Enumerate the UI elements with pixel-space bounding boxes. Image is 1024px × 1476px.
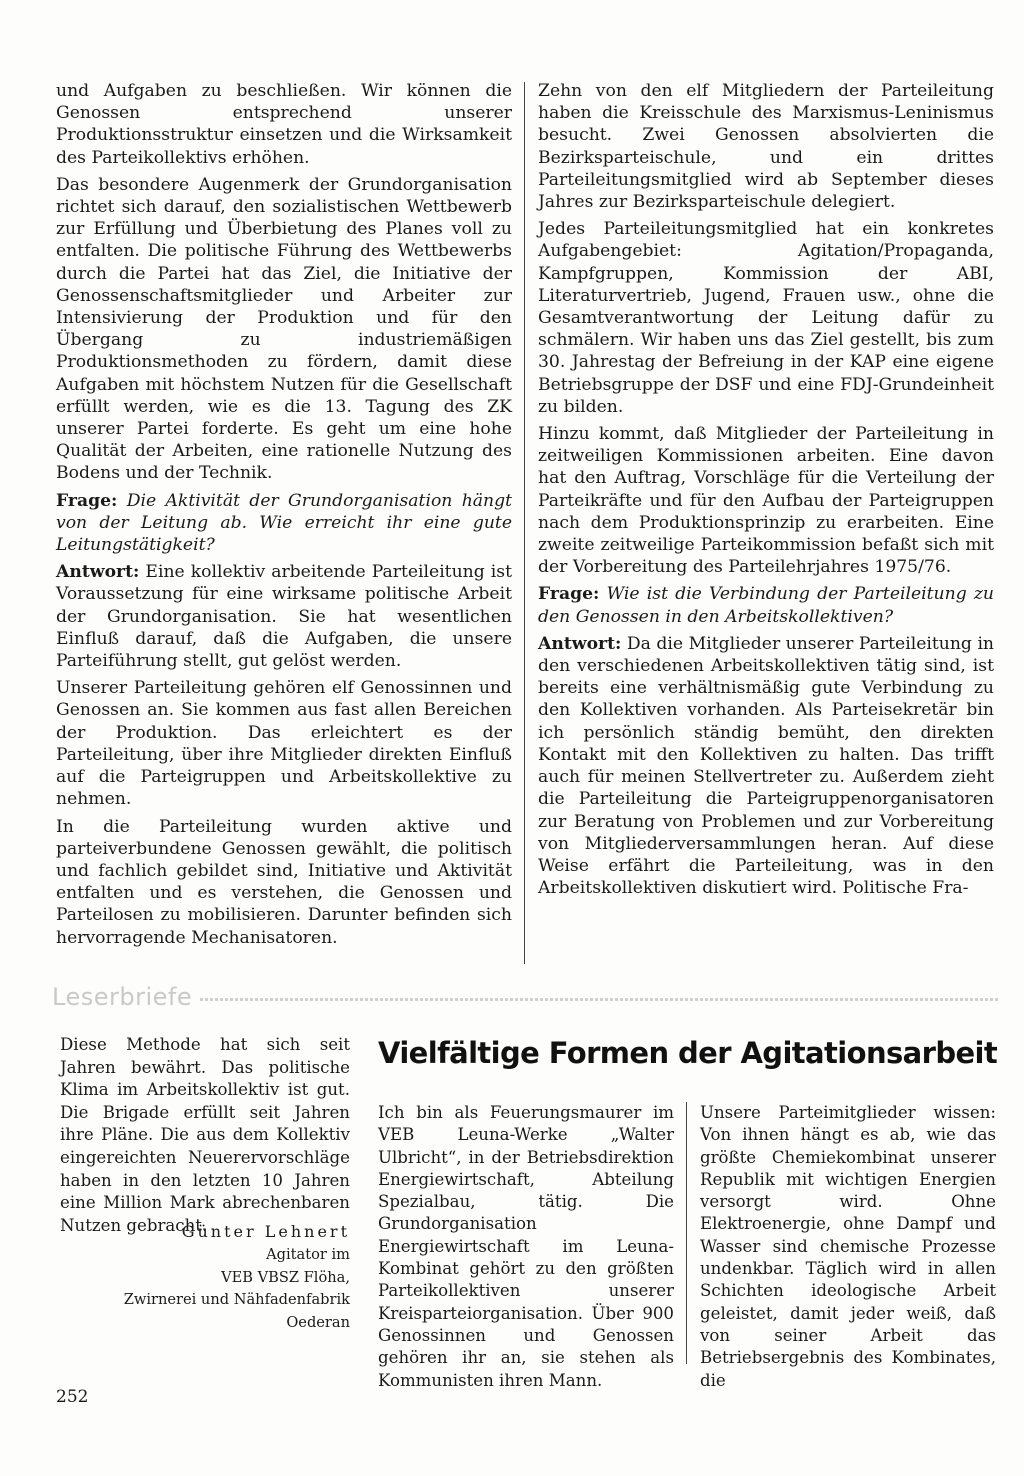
section-label: Leserbriefe: [52, 983, 193, 1011]
column-divider: [686, 1102, 687, 1364]
question-label: Frage:: [538, 584, 600, 605]
author-company: VEB VBSZ Flöha,: [221, 1268, 350, 1286]
column-top-right: [538, 80, 994, 899]
paragraph: Jedes Parteileitungsmitglied hat ein konkretes Aufgabengebiet: Agitation/Propaganda, Kampfgruppen, Kommission der ABI, Literaturvertrieb, Jugend, Frauen usw., ohne die Gesamtverantwortung der Leitung dafür zu schmälern. Wir haben uns das Ziel gestellt, bis zum 30. Jahrestag der Befreiung in der KAP eine eigene Betriebsgruppe der DSF und eine FDJ-Grundeinheit zu bilden.: [538, 219, 994, 417]
article-column-1: [378, 1102, 674, 1392]
paragraph: Das besondere Augenmerk der Grundorganisation richtet sich darauf, den sozialistischen Wettbewerb zur Erfüllung und Überbietung des Planes voll zu entfalten. Die politische Führung des Wettbewerbs durch die Partei hat das Ziel, die Initiative der Genossenschaftsmitglieder und Arbeiter zur Intensivierung der Produktion und für den Übergang zu industriemäßigen Produktionsmethoden zu fördern, damit diese Aufgaben mit höchstem Nutzen für die Gesellschaft erfüllt werden, wie es die 13. Tagung des ZK unserer Partei forderte. Es geht um eine hohe Qualität der Arbeiten, eine rationelle Nutzung des Bodens und der Technik.: [56, 174, 512, 484]
paragraph: Unserer Parteileitung gehören elf Genossinnen und Genossen an. Sie kommen aus fast allen Bereichen der Produktion. Das erleichtert es der Parteileitung, über ihre Mitglieder direkten Einfluß auf die Parteigruppen und Arbeitskollektive zu nehmen.: [56, 678, 512, 810]
question-paragraph: [56, 490, 512, 557]
page-number: 252: [56, 1387, 89, 1407]
answer-paragraph: [538, 633, 994, 899]
paragraph: Zehn von den elf Mitgliedern der Parteileitung haben die Kreisschule des Marxismus-Leninismus besucht. Zwei Genossen absolvierten die Bezirksparteischule, und ein drittes Parteileitungsmitglied wird ab September dieses Jahres zur Bezirksparteischule delegiert.: [538, 81, 994, 213]
question-text: Die Aktivität der Grundorganisation hängt von der Leitung ab. Wie erreicht ihr eine gute Leitungstätigkeit?: [56, 490, 512, 556]
answer-text: Da die Mitglieder unserer Parteileitung in den verschiedenen Arbeitskollektiven tätig sind, ist bereits eine verhältnismäßig gute Verbindung zu den Kollektiven vorhanden. Als Parteisekretär bin ich persönlich ständig bemüht, den direkten Kontakt mit den Kollektiven zu halten. Das trifft auch für meinen Stellvertreter zu. Außerdem zieht die Parteileitung die Parteigruppenorganisatoren zur Beratung von Problemen und zur Vorbereitung von Mitgliederversammlungen heran. Auf diese Weise erfährt die Parteileitung, was in den Arbeitskollektiven diskutiert wird. Politische Fra-: [538, 633, 995, 899]
letter-text: Diese Methode hat sich seit Jahren bewährt. Das politische Klima im Arbeitskollektiv ist gut. Die Brigade erfüllt seit Jahren ihre Pläne. Die aus dem Kollektiv eingereichten Neuerervorschläge haben in den letzten 10 Jahren eine Million Mark abrechenbaren Nutzen gebracht.: [60, 1035, 350, 1235]
author-role: Agitator im: [266, 1246, 350, 1263]
reader-letter: [60, 1034, 350, 1237]
paragraph: In die Parteileitung wurden aktive und parteiverbundene Genossen gewählt, die politisch und fachlich gebildet sind, Initiative und Aktivität entfalten und es verstehen, die Genossen und Parteilosen zu mobilisieren. Darunter befinden sich hervorragende Mechanisatoren.: [56, 816, 512, 948]
paragraph: Hinzu kommt, daß Mitglieder der Parteileitung in zeitweiligen Kommissionen arbeiten. Eine davon hat den Auftrag, Vorschläge für die Verteilung der Parteikräfte und für den Aufbau der Parteigruppen nach dem Produktionsprinzip zu erarbeiten. Eine zweite zeitweilige Parteikommission befaßt sich mit der Vorbereitung des Parteilehrjahres 1975/76.: [538, 424, 994, 578]
paragraph: Unsere Parteimitglieder wissen: Von ihnen hängt es ab, wie das größte Chemiekombinat unserer Republik mit wichtigen Energien versorgt wird. Ohne Elektroenergie, ohne Dampf und Wasser sind chemische Prozesse undenkbar. Täglich wird in allen Schichten ideologische Arbeit geleistet, damit jeder weiß, daß von seiner Arbeit das Betriebsergebnis des Kombinates, die: [700, 1103, 996, 1390]
answer-label: Antwort:: [538, 633, 622, 654]
question-paragraph: [538, 583, 994, 627]
question-label: Frage:: [56, 490, 118, 511]
column-divider: [524, 82, 525, 964]
author-name: Günter Lehnert: [181, 1222, 350, 1241]
paragraph: und Aufgaben zu beschließen. Wir können die Genossen entsprechend unserer Produktionsstruktur einsetzen und die Wirksamkeit des Parteikollektivs erhöhen.: [56, 81, 512, 168]
paragraph: Ich bin als Feuerungsmaurer im VEB Leuna-Werke „Walter Ulbricht“, in der Betriebsdirektion Energiewirtschaft, Abteilung Spezialbau, tätig. Die Grundorganisation Energiewirtschaft im Leuna-Kombinat gehört zu den größten Parteikollektiven unserer Kreisparteiorganisation. Über 900 Genossinnen und Genossen gehören ihr an, sie stehen als Kommunisten ihren Mann.: [378, 1103, 674, 1390]
column-top-left: [56, 80, 512, 949]
author-location: Oederan: [286, 1313, 350, 1331]
question-text: Wie ist die Verbindung der Parteileitung zu den Genossen in den Arbeitskollektiven?: [538, 584, 994, 627]
article-column-2: [700, 1102, 996, 1392]
author-company: Zwirnerei und Nähfadenfabrik: [123, 1291, 350, 1309]
section-rule: [200, 998, 998, 1001]
answer-text: Eine kollektiv arbeitende Parteileitung ist Voraussetzung für eine wirksame politische Arbeit der Grundorganisation. Sie hat wesentlichen Einfluß darauf, daß die Aufgaben, die unsere Parteiführung stellt, gut gelöst werden.: [56, 562, 512, 672]
answer-paragraph: [56, 561, 512, 672]
article-title: Vielfältige Formen der Agitationsarbeit: [378, 1036, 998, 1070]
letter-signature: [60, 1220, 350, 1334]
answer-label: Antwort:: [56, 562, 140, 583]
